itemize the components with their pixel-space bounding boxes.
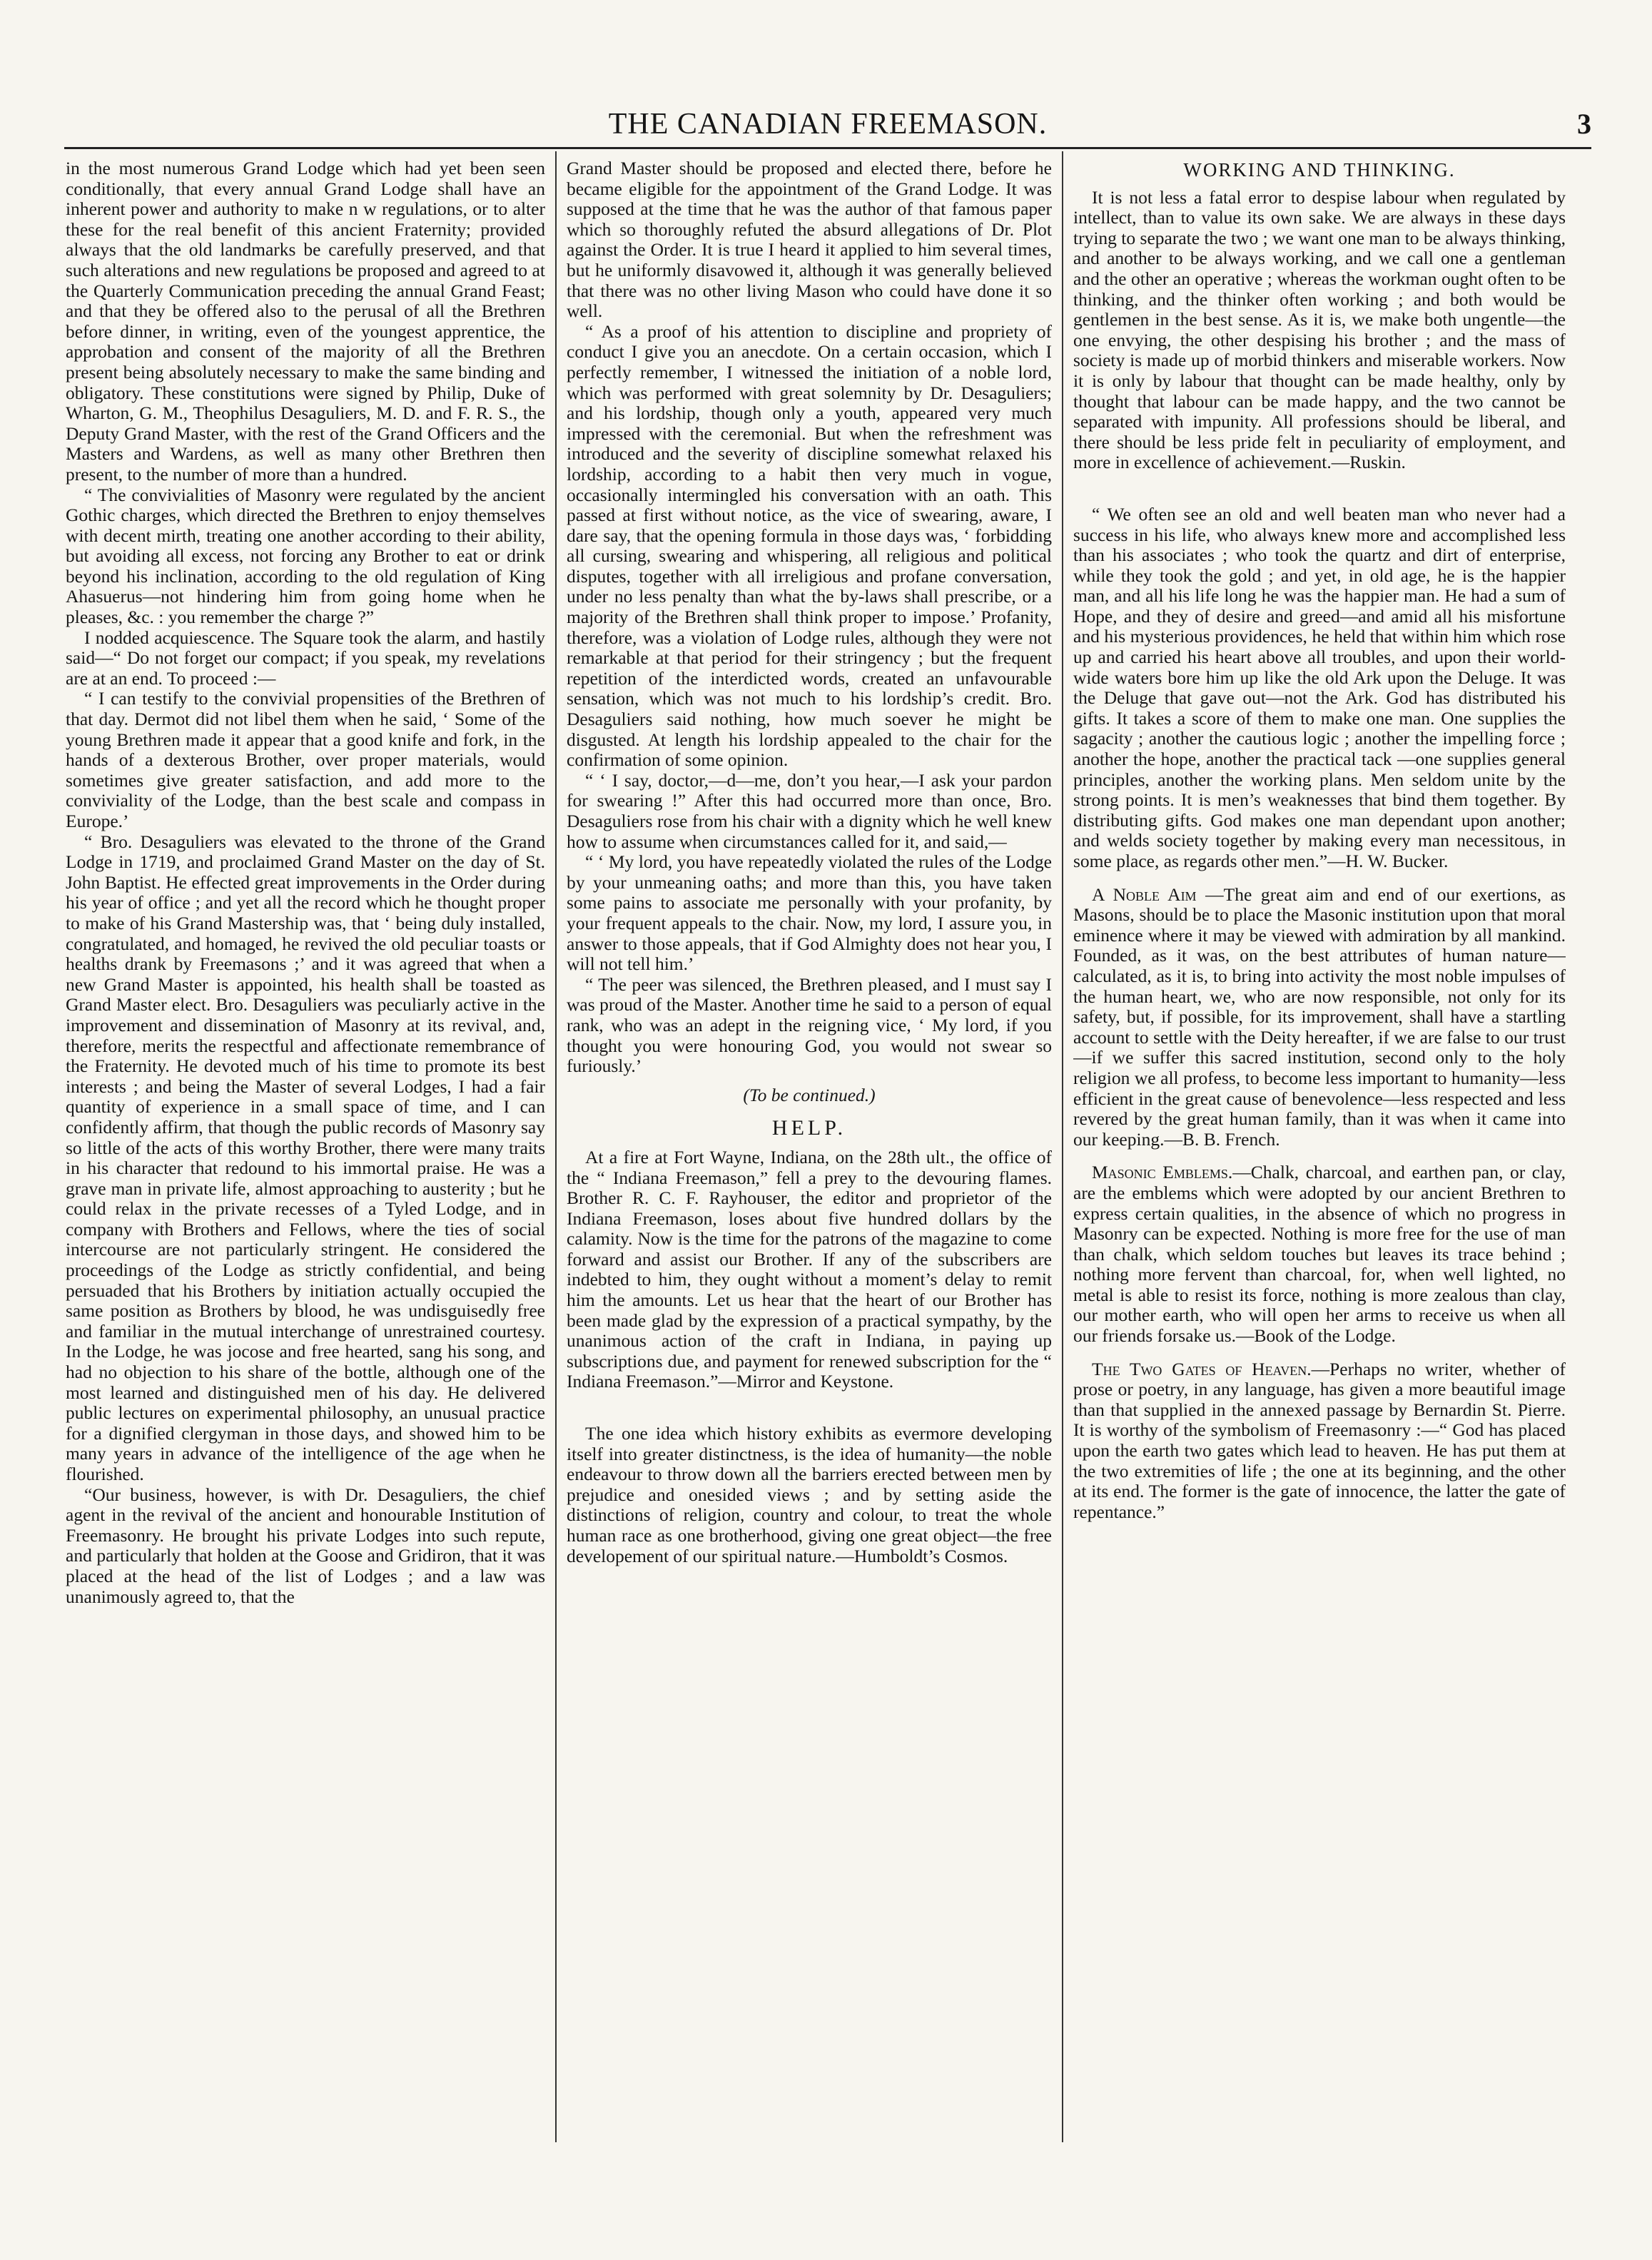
section-spacer: [1073, 1347, 1566, 1359]
section-spacer: [567, 1392, 1052, 1424]
working-heading: WORKING AND THINKING.: [1183, 159, 1456, 181]
column-1: [66, 158, 545, 2149]
to-be-continued: (To be continued.): [743, 1084, 876, 1105]
column-3: [1073, 158, 1566, 2149]
page-header: [64, 107, 1591, 143]
col1-paragraph: I nodded acquiescence. The Square took the alarm, and hastily said—“ Do not forget our compact; if you speak, my revelations are at an end. To proceed :—: [66, 627, 545, 689]
help-article: At a fire at Fort Wayne, Indiana, on the 28th ult., the office of the “ Indiana Freemason,” fell a prey to the devouring flames. Brother R. C. F. Rayhouser, the editor and proprietor of the Indiana Freemason, loses about five hundred dollars by the calamity. Now is the time for the patrons of the magazine to come forward and assist our Brother. If any of the subscribers are indebted to him, they ought without a moment’s delay to remit him the amounts. Let us hear that the heart of our Brother has been made glad by the expression of a practical sympathy, by the unanimous action of the craft in Indiana, in paying up subscriptions due, and payment for renewed subscription for the “ Indiana Freemason.”—Mirror and Keystone.: [567, 1146, 1052, 1392]
col2-paragraph: Grand Master should be proposed and elected there, before he became eligible for the appointment of the Grand Lodge. It was supposed at the time that he was the author of that famous paper which so thoroughly refuted the absurd allegations of Dr. Plot against the Order. It is true I heard it applied to him several times, but he uniformly disavowed it, although it was generally believed that there was no other living Mason who could have done it so well.: [567, 158, 1052, 322]
section-spacer: [1073, 1150, 1566, 1162]
gates-label: The Two Gates of Heaven.: [1092, 1358, 1312, 1379]
working-article: It is not less a fatal error to despise labour when regulated by intellect, than to value its own sake. We are always in these days trying to separate the two ; we want one man to be always thinking, and another to be always working, and we call one a gentleman and the other an operative ; whereas the workman ought often to be thinking, and the thinker often working ; and both would be gentlemen in the best sense. As it is, we make both ungentle—the one envying, the other despising his brother ; and the mass of society is made up of morbid thinkers and miserable workers. Now it is only by labour that thought can be made healthy, only by thought that labour can be made happy, and the two cannot be separated with impunity. All professions should be liberal, and there should be less pride felt in peculiarity of employment, and more in excellence of achievement.—Ruskin.: [1073, 186, 1566, 473]
emblems-article: [1073, 1162, 1566, 1346]
help-heading: HELP.: [771, 1116, 847, 1140]
page-number: 3: [1577, 108, 1591, 140]
col1-paragraph: “ I can testify to the convivial propensities of the Brethren of that day. Dermot did not libel them when he said, ‘ Some of the young Brethren made it appear that a good knife and fork, in the hands of a dexterous Brother, over proper materials, would sometimes give greater satisfaction, and add more to the conviviality of the Lodge, than the best scale and compass in Europe.’: [66, 688, 545, 831]
col2-paragraph: “ The peer was silenced, the Brethren pleased, and I must say I was proud of the Master. Another time he said to a person of equal rank, who was an adept in the reigning vice, ‘ My lord, if you thought you were honouring God, you would not swear so furiously.’: [567, 973, 1052, 1077]
gates-article: [1073, 1359, 1566, 1523]
col2-paragraph: “ As a proof of his attention to discipline and propriety of conduct I give you an anecdote. On a certain occasion, which I perfectly remember, I witnessed the initiation of a noble lord, which was performed with great solemnity by Dr. Desaguliers; and his lordship, though only a youth, appeared very much impressed with the ceremonial. But when the refreshment was introduced and the severity of discipline somewhat relaxed his lordship, according to a habit then very much in vogue, occasionally intermingled his conversation with an oath. This passed at first without notice, as the vice of swearing, aware, I dare say, that the opening formula in those days was, ‘ forbidding all cursing, swearing and whispering, all religious and political disputes, together with all irreligious and profane conversation, under no less penalty than what the by-laws shall prescribe, or a majority of the Brethren shall think proper to impose.’ Profanity, therefore, was a violation of Lodge rules, although they were not remarkable at that period for their stringency ; but the frequent repetition of the interdicted words, created an unfavourable sensation, which was not much to his lordship’s credit. Bro. Desaguliers said nothing, how much soever he might be disgusted. At length his lordship appealed to the chair for the confirmation of some opinion.: [567, 320, 1052, 771]
section-spacer: [1073, 872, 1566, 885]
section-spacer: [1073, 473, 1566, 505]
col1-paragraph: “Our business, however, is with Dr. Desaguliers, the chief agent in the revival of the ancient and honourable Institution of Freemasonry. He brought his private Lodges into such repute, and particularly that holden at the Goose and Gridiron, that it was placed at the head of the list of Lodges ; and a law was unanimously agreed to, that the: [66, 1484, 545, 1607]
noble-aim-label: A Noble Aim: [1092, 883, 1197, 905]
header-rule: [64, 147, 1591, 149]
old-man-article: “ We often see an old and well beaten man who never had a success in his life, who always knew more and accomplished less than his associates ; who took the quartz and dirt of enterprise, while they took the gold ; and yet, in old age, he is the happier man, and all his life long he was the happier man. He had a sum of Hope, and they of desire and greed—and amid all his misfortune and his mysterious providences, he held that within him which rose up and carried his heart above all troubles, and upon their world-wide waters bore him up like the old Ark upon the Deluge. It was the Deluge that gave out—not the Ark. God has distributed his gifts. It takes a score of them to make one man. One supplies the sagacity ; another the cautious logic ; another the impelling force ; another the hope, another the practical tack —one supplies general principles, another the working plans. Men seldom unite by the strong points. It is men’s weaknesses that bind them together. By distributing gifts. God makes one man dependant upon another; and welds society together by making every man necessitous, in some place, as regards other men.”—H. W. Bucker.: [1073, 503, 1566, 871]
column-divider-2: [1062, 151, 1063, 2142]
column-divider-1: [555, 151, 557, 2142]
humanity-article: The one idea which history exhibits as evermore developing itself into greater distinctness, is the idea of humanity—the noble endeavour to throw down all the barriers erected between men by prejudice and onesided views ; and by setting aside the distinctions of religion, country and colour, to treat the whole human race as one brotherhood, giving one great object—the free developement of our spiritual nature.—Humboldt’s Cosmos.: [567, 1423, 1052, 1566]
col1-paragraph: “ Bro. Desaguliers was elevated to the throne of the Grand Lodge in 1719, and proclaimed Grand Master on the day of St. John Baptist. He effected great improvements in the Order during his year of office ; and yet all the record which he thought proper to make of his Grand Mastership was, that ‘ being duly installed, congratulated, and homaged, he revived the old peculiar toasts or healths drank by Freemasons ;’ and it was agreed that when a new Grand Master is appointed, his health shall be toasted as Grand Master elect. Bro. Desaguliers was peculiarly active in the improvement and dissemination of Masonry at its revival, and, therefore, merits the respectful and affectionate remembrance of the Fraternity. He devoted much of his time to promote its best interests ; and being the Master of several Lodges, I had a fair quantity of experience in a small space of time, and I can confidently affirm, that though the public records of Masonry say so little of the acts of this worthy Brother, there were many traits in his character that redound to his immortal praise. He was a grave man in private life, almost approaching to austerity ; but he could relax in the private recesses of a Tyled Lodge, and in company with Brothers and Fellows, where the ties of social intercourse are not particularly stringent. He considered the proceedings of the Lodge as strictly confidential, and being persuaded that his Brothers by initiation actually occupied the same position as Brothers by blood, he was undisguisedly free and familiar in the mutual interchange of unrestrained courtesy. In the Lodge, he was jocose and free hearted, sang his song, and had no objection to his share of the bottle, although one of the most learned and distinguished men of his day. He delivered public lectures on experimental philosophy, an unusual practice for a dignified clergyman in those days, and showed him to be many years in advance of the intelligence of the age when he flourished.: [66, 831, 545, 1484]
col2-paragraph: “ ‘ I say, doctor,—d—me, don’t you hear,—I ask your pardon for swearing !” After this had occurred more than once, Bro. Desaguliers rose from his chair with a dignity which he well knew how to assume when circumstances called for it, and said,—: [567, 769, 1052, 852]
col1-paragraph: in the most numerous Grand Lodge which had yet been seen conditionally, that every annual Grand Lodge shall have an inherent power and authority to make n w regulations, or to alter these for the real benefit of this ancient Fraternity; provided always that the old landmarks be carefully preserved, and that such alterations and new regulations be proposed and agreed to at the Quarterly Communication preceding the annual Grand Feast; and that they be offered also to the perusal of all the Brethren before dinner, in writing, even of the youngest apprentice, the approbation and consent of the majority of all the Brethren present being absolutely necessary to make the same binding and obligatory. These constitutions were signed by Philip, Duke of Wharton, G. M., Theophilus Desaguliers, M. D. and F. R. S., the Deputy Grand Master, with the rest of the Grand Officers and the Masters and Wardens, as well as many other Brethren then present, to the number of more than a hundred.: [66, 158, 545, 485]
col2-paragraph: “ ‘ My lord, you have repeatedly violated the rules of the Lodge by your unmeaning oaths; and more than this, you have taken some pains to associate me personally with your profanity, by your frequent appeals to the chair. Now, my lord, I assure you, in answer to those appeals, that if God Almighty does not hear you, I will not tell him.’: [567, 851, 1052, 975]
noble-aim-article: [1073, 885, 1566, 1150]
col1-paragraph: “ The convivialities of Masonry were regulated by the ancient Gothic charges, which directed the Brethren to enjoy themselves with decent mirth, treating one another according to their ability, but avoiding all excess, not forcing any Brother to eat or drink beyond his inclination, according to the old regulation of King Ahasuerus—not hindering him from going home when he pleases, &c. : you remember the charge ?”: [66, 484, 545, 628]
column-2: [567, 158, 1052, 2149]
emblems-label: Masonic Emblems.: [1092, 1162, 1233, 1183]
emblems-text: —Chalk, charcoal, and earthen pan, or clay, are the emblems which were adopted by our ancient Brethren to express certain qualities, in the absence of which no progress in Masonry can be expected. Nothing is more free for the use of man than chalk, which seldom touches but leaves its trace behind ; nothing more fervent than charcoal, for, when well lighted, no metal is able to resist its force, nothing is more zealous than clay, our mother earth, who will open her arms to receive us when all our friends forsake us.—Book of the Lodge.: [1073, 1162, 1566, 1347]
noble-aim-text: —The great aim and end of our exertions, as Masons, should be to place the Masonic institution upon that moral eminence where it may be viewed with admiration by all mankind. Founded, as it was, on the best attributes of human nature—calculated, as it is, to bring into activity the most noble impulses of the human heart, we, who are now responsible, not only for its safety, but, if possible, for its improvement, shall have a startling account to settle with the Deity hereafter, if we are false to our trust—if we suffer this sacred institution, second only to the holy religion we all profess, to become less important to humanity—less efficient in the great cause of benevolence—less respected and less revered by the great human family, than it was when it came into our keeping.—B. B. French.: [1073, 883, 1566, 1150]
gates-text: —Perhaps no writer, whether of prose or poetry, in any language, has given a more beautiful image than that supplied in the annexed passage by Bernardin St. Pierre. It is worthy of the symbolism of Freemasonry :—“ God has placed upon the earth two gates which lead to heaven. He has put them at the two extremities of life ; the one at its beginning, and the other at its end. The former is the gate of innocence, the latter the gate of repentance.”: [1073, 1358, 1566, 1522]
masthead-title: THE CANADIAN FREEMASON.: [608, 108, 1048, 141]
